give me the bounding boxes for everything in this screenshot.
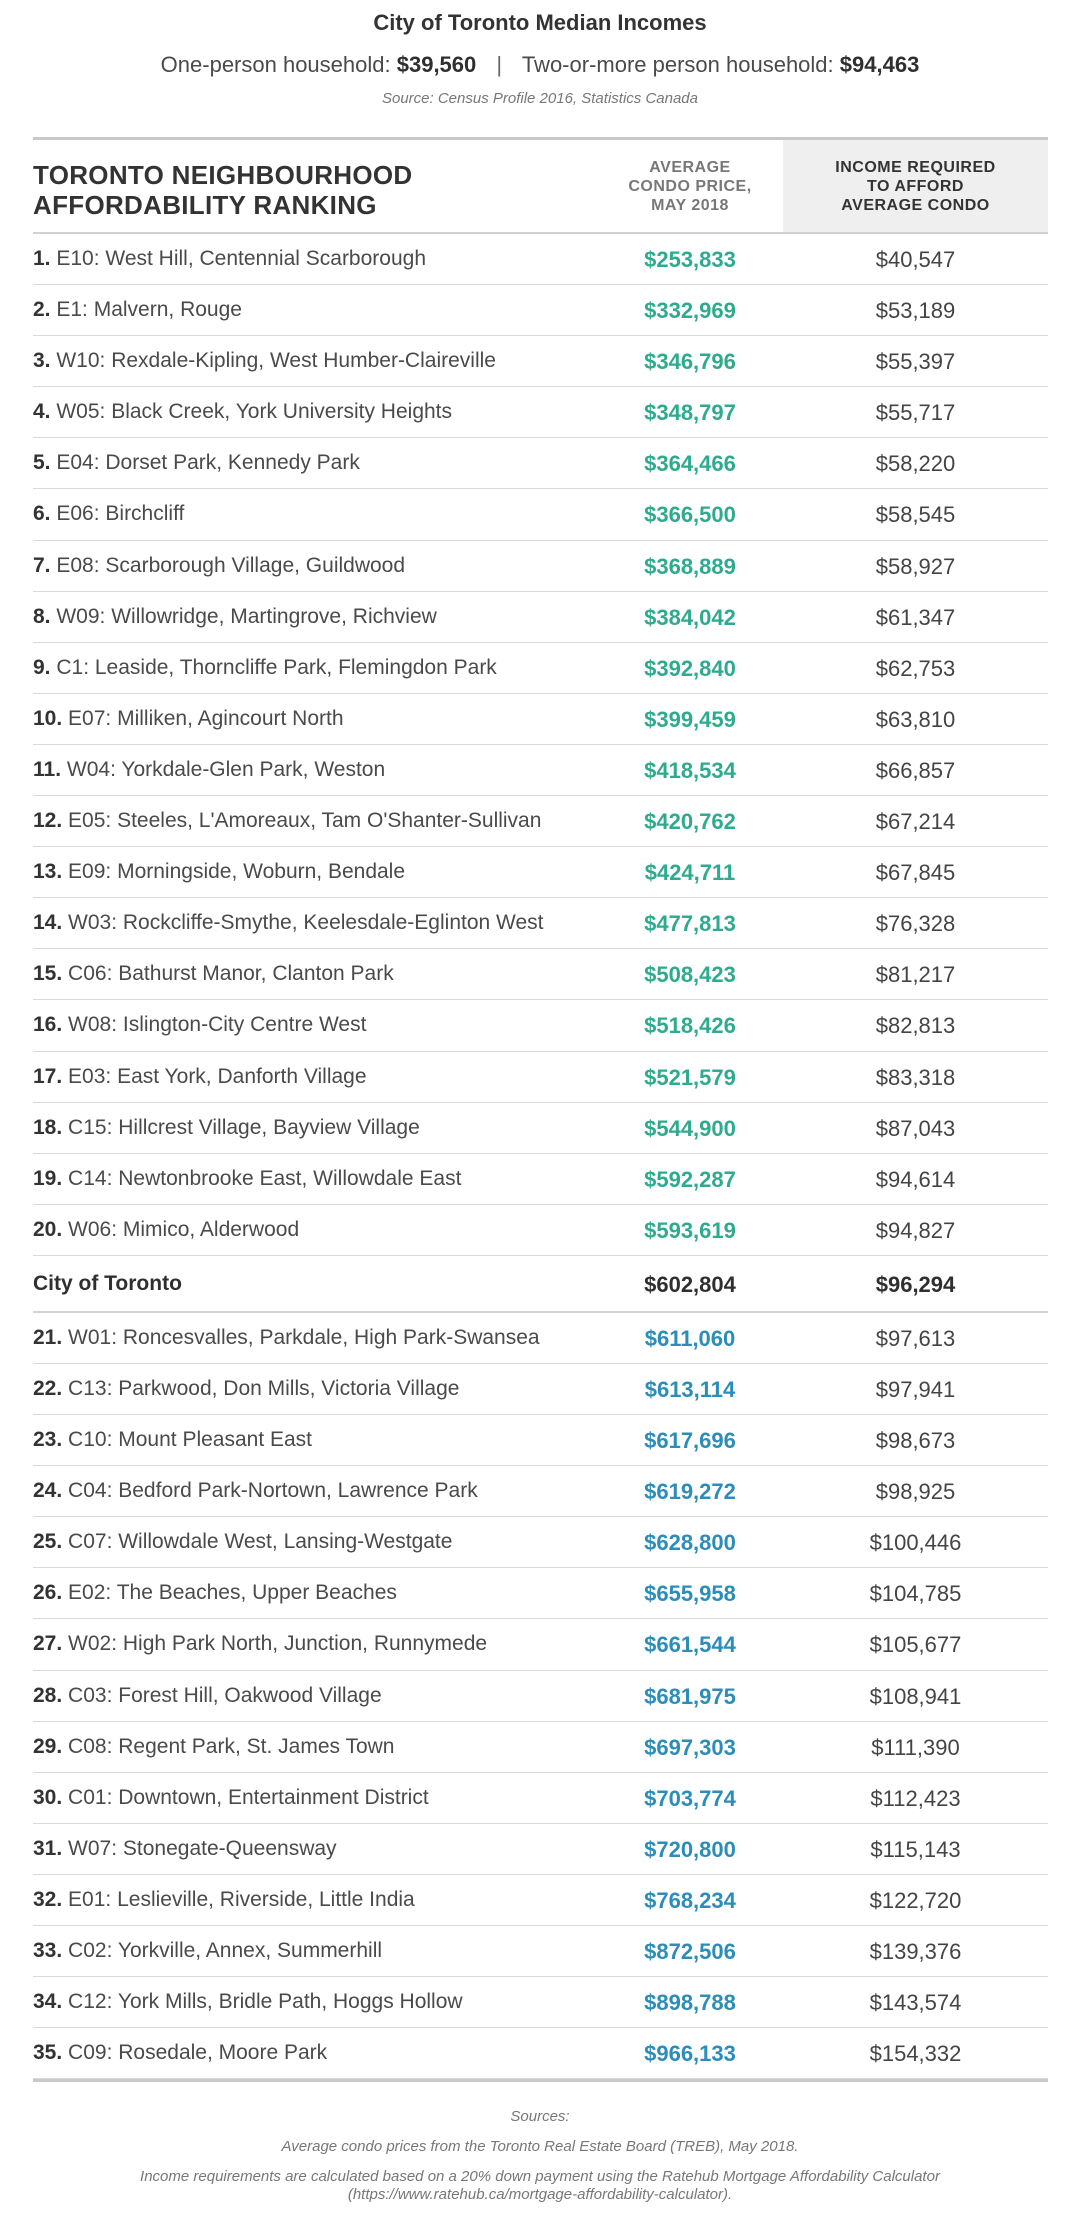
table-row [33, 1926, 1048, 1977]
table-row [33, 1722, 1048, 1773]
neighbourhood-name [33, 1684, 382, 1708]
table-row [33, 643, 1048, 694]
condo-price: $703,774 [644, 1785, 736, 1811]
neighbourhood-label: W03: Rockcliffe-Smythe, Keelesdale-Eglinton West [68, 911, 544, 935]
neighbourhood-label: E04: Dorset Park, Kennedy Park [56, 451, 360, 475]
condo-price: $364,466 [644, 451, 736, 477]
rank-number: 1. [33, 247, 51, 270]
table-row [33, 949, 1048, 1000]
required-income: $105,677 [869, 1632, 962, 1658]
condo-price: $593,619 [644, 1217, 736, 1243]
table-row [33, 1052, 1048, 1103]
neighbourhood-name [33, 298, 242, 322]
rank-number: 8. [33, 604, 51, 628]
income-header-line-1: INCOME REQUIRED [835, 159, 996, 176]
condo-price: $697,303 [644, 1734, 736, 1760]
income-source-line-2: (https://www.ratehub.ca/mortgage-affordability-calculator). [347, 2186, 733, 2203]
neighbourhood-label: W10: Rexdale-Kipling, West Humber-Claireville [56, 349, 496, 373]
rank-number: 25. [33, 1530, 63, 1554]
condo-price: $508,423 [644, 962, 736, 988]
required-income: $104,785 [869, 1581, 962, 1607]
required-income: $61,347 [875, 604, 956, 630]
condo-price: $518,426 [644, 1013, 736, 1039]
neighbourhood-name [33, 1326, 540, 1350]
neighbourhood-label: W06: Mimico, Alderwood [68, 1217, 300, 1241]
rank-number: 33. [33, 1939, 63, 1962]
neighbourhood-name [33, 1116, 420, 1140]
one-person-value: $39,560 [396, 52, 477, 77]
rank-number: 26. [33, 1581, 63, 1605]
table-row [33, 387, 1048, 438]
required-income: $98,673 [875, 1428, 956, 1454]
required-income: $96,294 [875, 1271, 956, 1297]
rank-number: 31. [33, 1836, 63, 1860]
condo-price: $628,800 [644, 1530, 736, 1556]
neighbourhood-label: C02: Yorkville, Annex, Summerhill [68, 1939, 383, 1962]
neighbourhood-label: C07: Willowdale West, Lansing-Westgate [68, 1530, 453, 1554]
required-income: $58,545 [875, 502, 956, 528]
affordability-table [33, 137, 1048, 2082]
required-income: $154,332 [869, 2041, 962, 2067]
table-row [33, 1977, 1048, 2028]
condo-price: $768,234 [644, 1887, 736, 1913]
rank-number: 9. [33, 655, 51, 679]
condo-price: $399,459 [644, 706, 736, 732]
required-income: $94,827 [875, 1217, 956, 1243]
multi-person-value: $94,463 [839, 52, 920, 77]
neighbourhood-label: E06: Birchcliff [56, 502, 185, 526]
rank-number: 32. [33, 1887, 63, 1911]
required-income: $55,397 [875, 349, 956, 375]
neighbourhood-name [33, 451, 360, 475]
table-row [33, 1875, 1048, 1926]
neighbourhood-label: W05: Black Creek, York University Heights [56, 400, 453, 424]
required-income: $115,143 [870, 1836, 961, 1862]
rank-number: 2. [33, 298, 51, 322]
table-row [33, 438, 1048, 489]
rank-number: 16. [33, 1013, 63, 1037]
required-income: $63,810 [875, 706, 956, 732]
neighbourhood-label: E1: Malvern, Rouge [56, 298, 242, 322]
neighbourhood-label: C04: Bedford Park-Nortown, Lawrence Park [68, 1479, 478, 1503]
neighbourhood-name [33, 911, 543, 935]
condo-price: $332,969 [644, 298, 736, 324]
neighbourhood-label: E10: West Hill, Centennial Scarborough [56, 247, 427, 270]
neighbourhood-name [33, 502, 184, 526]
rank-number: 14. [33, 911, 63, 935]
rank-number: 10. [33, 706, 63, 730]
table-row [33, 1773, 1048, 1824]
table-row [33, 1466, 1048, 1517]
condo-price: $418,534 [644, 757, 736, 783]
required-income: $82,813 [875, 1013, 956, 1039]
required-income: $98,925 [875, 1479, 956, 1505]
required-income: $83,318 [875, 1064, 956, 1090]
table-row [33, 1103, 1048, 1154]
condo-price: $655,958 [644, 1581, 736, 1607]
rank-number: 24. [33, 1479, 63, 1503]
required-income: $97,941 [875, 1376, 956, 1402]
condo-price: $966,133 [644, 2041, 736, 2067]
neighbourhood-label: W09: Willowridge, Martingrove, Richview [56, 604, 437, 628]
neighbourhood-name [33, 1735, 394, 1759]
neighbourhood-name [33, 1530, 452, 1554]
neighbourhood-name [33, 758, 385, 782]
rank-number: 7. [33, 553, 51, 577]
condo-price: $366,500 [644, 502, 736, 528]
neighbourhood-label: City of Toronto [33, 1271, 182, 1295]
price-header-line-1: AVERAGE [649, 159, 731, 176]
page-header [0, 0, 1080, 107]
neighbourhood-name [33, 656, 497, 680]
table-row [33, 1154, 1048, 1205]
table-row [33, 1313, 1048, 1364]
table-row [33, 592, 1048, 643]
neighbourhood-name [33, 1990, 463, 2014]
rank-number: 6. [33, 502, 51, 526]
rank-number: 18. [33, 1115, 63, 1139]
table-header [33, 140, 1048, 234]
required-income: $58,927 [875, 553, 956, 579]
rank-number: 17. [33, 1064, 63, 1088]
required-income: $53,189 [875, 298, 956, 324]
table-title-line-2: AFFORDABILITY RANKING [33, 190, 377, 220]
neighbourhood-label: E08: Scarborough Village, Guildwood [56, 553, 406, 577]
rank-number: 20. [33, 1217, 63, 1241]
neighbourhood-label: C12: York Mills, Bridle Path, Hoggs Hollow [68, 1990, 463, 2014]
required-income: $112,423 [870, 1785, 961, 1811]
table-row [33, 1000, 1048, 1051]
neighbourhood-label: C10: Mount Pleasant East [68, 1428, 313, 1452]
price-header-line-2: CONDO PRICE, [628, 178, 752, 195]
income-source [0, 2168, 1080, 2204]
neighbourhood-name [33, 1786, 429, 1810]
table-row [33, 796, 1048, 847]
city-summary-row [33, 1256, 1048, 1313]
income-header-line-2: TO AFFORD [867, 178, 964, 195]
neighbourhood-name [33, 1218, 299, 1242]
rank-number: 23. [33, 1428, 63, 1452]
neighbourhood-label: C15: Hillcrest Village, Bayview Village [68, 1115, 420, 1139]
price-column-header [605, 158, 775, 215]
table-row [33, 489, 1048, 540]
condo-price: $348,797 [644, 400, 736, 426]
rank-number: 3. [33, 349, 51, 373]
median-incomes [0, 52, 1080, 78]
required-income: $58,220 [875, 451, 956, 477]
table-row [33, 1364, 1048, 1415]
table-row [33, 745, 1048, 796]
neighbourhood-name [33, 1065, 367, 1089]
table-row [33, 1619, 1048, 1670]
neighbourhood-label: E02: The Beaches, Upper Beaches [68, 1581, 397, 1605]
required-income: $97,613 [875, 1325, 956, 1351]
neighbourhood-name [33, 2041, 327, 2065]
condo-price: $592,287 [644, 1166, 736, 1192]
table-row [33, 1824, 1048, 1875]
table-row [33, 1568, 1048, 1619]
table-row [33, 898, 1048, 949]
neighbourhood-label: W04: Yorkdale-Glen Park, Weston [66, 757, 386, 781]
neighbourhood-label: E09: Morningside, Woburn, Bendale [68, 860, 406, 884]
neighbourhood-label: C09: Rosedale, Moore Park [68, 2041, 328, 2065]
neighbourhood-label: E03: East York, Danforth Village [68, 1064, 367, 1088]
required-income: $143,574 [869, 1990, 962, 2016]
neighbourhood-name [33, 1013, 366, 1037]
income-header-line-3: AVERAGE CONDO [841, 197, 990, 214]
condo-price: $619,272 [644, 1479, 736, 1505]
rank-number: 21. [33, 1325, 63, 1349]
sources-title: Sources: [510, 2108, 570, 2125]
neighbourhood-name [33, 554, 405, 578]
income-source-line-1: Income requirements are calculated based on a 20% down payment using the Ratehub Mortgage Affordability Calculator [140, 2168, 940, 2185]
table-title [33, 160, 412, 220]
neighbourhood-name [33, 962, 394, 986]
rank-number: 35. [33, 2041, 63, 2065]
condo-price: $424,711 [644, 860, 736, 886]
income-separator: | [496, 52, 503, 77]
condo-price: $477,813 [644, 911, 736, 937]
neighbourhood-label: C01: Downtown, Entertainment District [68, 1785, 429, 1809]
neighbourhood-name [33, 1632, 487, 1656]
neighbourhood-label: C1: Leaside, Thorncliffe Park, Flemingdon Park [56, 655, 497, 679]
neighbourhood-label: C08: Regent Park, St. James Town [68, 1734, 395, 1758]
condo-price: $617,696 [644, 1428, 736, 1454]
condo-price: $384,042 [644, 604, 736, 630]
neighbourhood-label: W02: High Park North, Junction, Runnymede [68, 1632, 488, 1656]
neighbourhood-name [33, 247, 426, 271]
condo-price: $253,833 [644, 247, 736, 272]
table-row [33, 1205, 1048, 1256]
rank-number: 5. [33, 451, 51, 475]
income-column-header [783, 140, 1048, 232]
neighbourhood-label: E05: Steeles, L'Amoreaux, Tam O'Shanter-Sullivan [68, 809, 542, 833]
rank-number: 28. [33, 1683, 63, 1707]
table-row [33, 234, 1048, 285]
required-income: $67,214 [875, 809, 956, 835]
required-income: $66,857 [875, 757, 956, 783]
neighbourhood-name [33, 1939, 382, 1963]
neighbourhood-label: C03: Forest Hill, Oakwood Village [68, 1683, 382, 1707]
rank-number: 11. [33, 757, 62, 781]
condo-price: $611,060 [644, 1325, 736, 1351]
neighbourhood-name [33, 809, 541, 833]
neighbourhood-name [33, 349, 496, 373]
required-income: $81,217 [875, 962, 956, 988]
condo-price: $602,804 [644, 1271, 736, 1297]
condo-price: $661,544 [644, 1632, 736, 1658]
required-income: $76,328 [875, 911, 956, 937]
neighbourhood-label: W01: Roncesvalles, Parkdale, High Park-Swansea [68, 1325, 540, 1349]
table-body [33, 234, 1048, 2079]
required-income: $67,845 [875, 860, 956, 886]
required-income: $111,390 [871, 1734, 960, 1760]
condo-price: $544,900 [644, 1115, 736, 1141]
table-row [33, 847, 1048, 898]
condo-price: $613,114 [644, 1376, 736, 1402]
neighbourhood-label: C06: Bathurst Manor, Clanton Park [68, 962, 394, 986]
neighbourhood-label: E01: Leslieville, Riverside, Little India [68, 1887, 415, 1911]
sources-footer [0, 2108, 1080, 2204]
neighbourhood-label: W08: Islington-City Centre West [68, 1013, 367, 1037]
neighbourhood-label: C13: Parkwood, Don Mills, Victoria Village [68, 1376, 460, 1400]
neighbourhood-label: E07: Milliken, Agincourt North [68, 706, 344, 730]
neighbourhood-name [33, 400, 452, 424]
rank-number: 13. [33, 860, 63, 884]
rank-number: 15. [33, 962, 63, 986]
required-income: $55,717 [875, 400, 956, 426]
neighbourhood-name [33, 707, 344, 731]
required-income: $40,547 [875, 247, 956, 272]
required-income: $62,753 [875, 655, 956, 681]
table-row [33, 336, 1048, 387]
condo-price: $681,975 [644, 1683, 736, 1709]
neighbourhood-name [33, 1167, 461, 1191]
neighbourhood-name [33, 1837, 337, 1861]
required-income: $87,043 [875, 1115, 956, 1141]
condo-price: $720,800 [644, 1836, 736, 1862]
treb-source: Average condo prices from the Toronto Real Estate Board (TREB), May 2018. [281, 2138, 799, 2155]
table-row [33, 694, 1048, 745]
neighbourhood-name [33, 860, 405, 884]
multi-person-label: Two-or-more person household: [521, 52, 834, 77]
required-income: $122,720 [869, 1887, 962, 1913]
rank-number: 27. [33, 1632, 63, 1656]
required-income: $139,376 [869, 1939, 962, 1964]
neighbourhood-name [33, 1581, 397, 1605]
table-row [33, 1517, 1048, 1568]
condo-price: $346,796 [644, 349, 736, 375]
condo-price: $898,788 [644, 1990, 736, 2016]
rank-number: 12. [33, 809, 63, 833]
condo-price: $392,840 [644, 655, 736, 681]
table-row [33, 2028, 1048, 2079]
neighbourhood-name [33, 1272, 182, 1296]
rank-number: 30. [33, 1785, 63, 1809]
required-income: $108,941 [869, 1683, 962, 1709]
neighbourhood-name [33, 1888, 415, 1912]
neighbourhood-name [33, 1479, 478, 1503]
neighbourhood-name [33, 1428, 312, 1452]
rank-number: 19. [33, 1166, 63, 1190]
neighbourhood-label: W07: Stonegate-Queensway [68, 1836, 337, 1860]
rank-number: 29. [33, 1734, 63, 1758]
neighbourhood-name [33, 605, 437, 629]
table-title-line-1: TORONTO NEIGHBOURHOOD [33, 160, 413, 190]
neighbourhood-label: C14: Newtonbrooke East, Willowdale East [68, 1166, 462, 1190]
rank-number: 34. [33, 1990, 63, 2014]
one-person-label: One-person household: [160, 52, 391, 77]
condo-price: $521,579 [644, 1064, 736, 1090]
rank-number: 4. [33, 400, 51, 424]
condo-price: $420,762 [644, 809, 736, 835]
table-row [33, 285, 1048, 336]
price-header-line-3: MAY 2018 [651, 197, 729, 214]
page-title: City of Toronto Median Incomes [373, 10, 707, 35]
table-row [33, 1415, 1048, 1466]
table-bottom-rule [33, 2079, 1048, 2082]
census-source: Source: Census Profile 2016, Statistics Canada [381, 90, 698, 107]
neighbourhood-name [33, 1377, 459, 1401]
required-income: $94,614 [875, 1166, 956, 1192]
table-row [33, 1671, 1048, 1722]
condo-price: $368,889 [644, 553, 736, 579]
condo-price: $872,506 [644, 1939, 736, 1964]
table-row [33, 541, 1048, 592]
required-income: $100,446 [869, 1530, 962, 1556]
rank-number: 22. [33, 1376, 63, 1400]
